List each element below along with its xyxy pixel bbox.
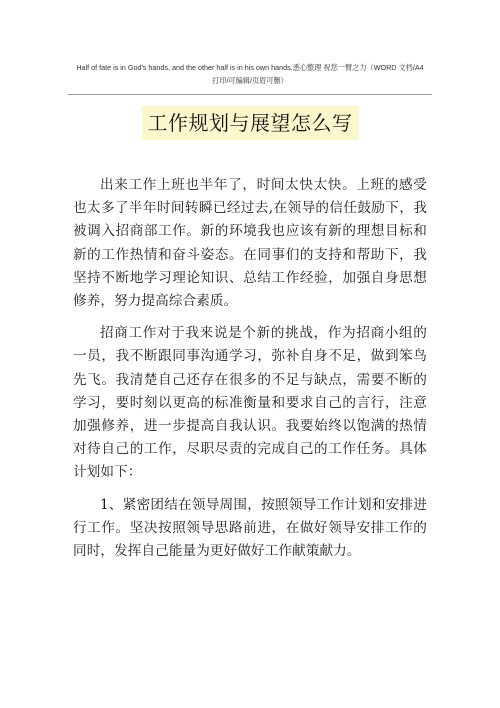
page-header bbox=[68, 61, 432, 87]
paragraph: 出来工作上班也半年了，时间太快太快。上班的感受也太多了半年时间转瞬已经过去,在领导的信任鼓励下，我被调入招商部工作。新的环境我也应该有新的理想目标和新的工作热情和奋斗姿态。在同事们的支持和帮助下，我坚持不断地学习理论知识、总结工作经验，加强自身思想修养，努力提高综合素质。 bbox=[73, 177, 427, 310]
paragraph: 招商工作对于我来说是个新的挑战，作为招商小组的一员，我不断跟同事沟通学习，弥补自身不足，做到笨鸟先飞。我清楚自己还存在很多的不足与缺点，需要不断的学习，要时刻以更高的标准衡量和要求自己的言行，注意加强修养，进一步提高自我认识。我要始终以饱满的热情对待自己的工作，尽职尽责的完成自己的工作任务。具体计划如下： bbox=[73, 325, 427, 481]
document-title: 工作规划与展望怎么写 bbox=[142, 106, 359, 140]
header-line-2: 打印/可编辑/页眉可删） bbox=[212, 76, 288, 85]
paragraph: 1、紧密团结在领导周围，按照领导工作计划和安排进行工作。坚决按照领导思路前进，在做好领导安排工作的同时，发挥自己能量为更好做好工作献策献力。 bbox=[73, 496, 427, 560]
title-container bbox=[0, 106, 500, 140]
document-body bbox=[73, 174, 427, 563]
header-line-1: Half of fate is in God's hands, and the other half is in his own hands.悉心整理 祝您一臂之力（WORD 文档/A4 bbox=[76, 63, 424, 72]
header-divider bbox=[68, 94, 432, 95]
